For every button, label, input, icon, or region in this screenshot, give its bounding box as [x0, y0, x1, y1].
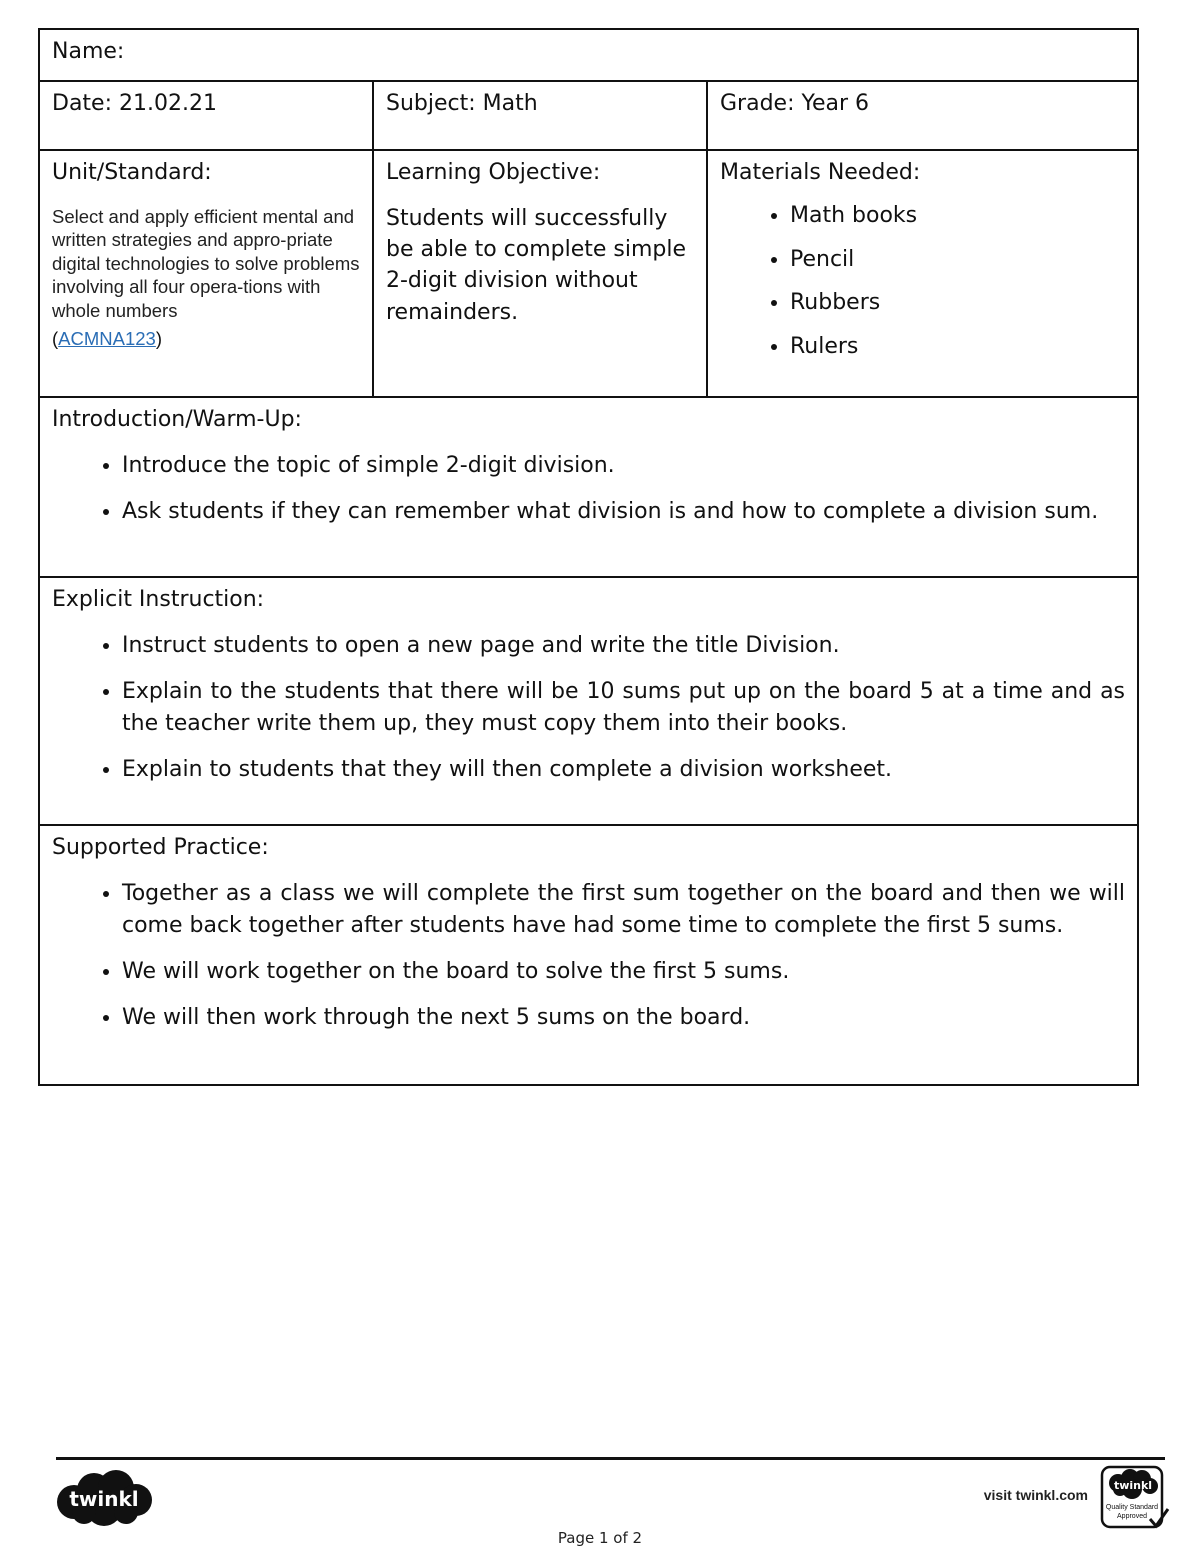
list-item: • Together as a class we will complete the first sum together on the board and then we will come back together after students have had some time to complete the first 5 sums.	[122, 878, 1125, 942]
learning-objective-label: Learning Objective:	[386, 160, 601, 185]
standard-code-link[interactable]: ACMNA123	[58, 328, 156, 350]
introduction-cell	[39, 397, 1138, 577]
list-item: • We will work together on the board to solve the first 5 sums.	[122, 956, 1125, 988]
supported-practice-cell	[39, 825, 1138, 1085]
page-number: Page 1 of 2	[557, 1529, 643, 1547]
standard-code-close: )	[155, 328, 163, 350]
footer-divider	[56, 1457, 1165, 1460]
name-label: Name:	[52, 39, 125, 64]
list-item: • Rubbers	[790, 288, 1125, 319]
grade-cell	[707, 81, 1138, 150]
list-item: • We will then work through the next 5 sums on the board.	[122, 1002, 1125, 1034]
learning-objective-cell	[373, 150, 707, 397]
lesson-plan-table	[38, 28, 1139, 1086]
list-item: • Introduce the topic of simple 2-digit division.	[122, 450, 1125, 482]
materials-list	[720, 201, 1125, 363]
date-cell	[39, 81, 373, 150]
twinkl-logo[interactable]	[54, 1468, 154, 1528]
standard-code-open: (	[52, 328, 59, 350]
visit-link[interactable]: visit twinkl.com	[983, 1487, 1088, 1503]
unit-standard-cell	[39, 150, 373, 397]
explicit-instruction-cell	[39, 577, 1138, 825]
standard-code	[52, 326, 162, 353]
explicit-instruction-list	[52, 630, 1125, 786]
date-text: Date: 21.02.21	[52, 91, 217, 116]
unit-standard-text: Select and apply efficient mental and written strategies and appro-priate digital technologies to solve problems involving all four opera-tions with whole numbers	[52, 205, 360, 321]
badge-brand-text: twinkl	[1113, 1479, 1153, 1492]
supported-practice-list	[52, 878, 1125, 1034]
list-item: • Ask students if they can remember what division is and how to complete a division sum.	[122, 496, 1125, 528]
logo-text: twinkl	[69, 1487, 139, 1511]
materials-label: Materials Needed:	[720, 160, 921, 185]
unit-standard-label: Unit/Standard:	[52, 160, 212, 185]
subject-text: Subject: Math	[386, 91, 538, 116]
quality-badge	[1100, 1465, 1170, 1531]
list-item: • Math books	[790, 201, 1125, 232]
list-item: • Explain to the students that there will be 10 sums put up on the board 5 at a time and as the teacher write them up, they must copy them into their books.	[122, 676, 1125, 740]
list-item: • Pencil	[790, 245, 1125, 276]
explicit-instruction-label: Explicit Instruction:	[52, 587, 265, 612]
grade-text: Grade: Year 6	[720, 91, 870, 116]
badge-line-1: Quality Standard	[1105, 1504, 1159, 1511]
list-item: • Explain to students that they will then complete a division worksheet.	[122, 754, 1125, 786]
list-item: • Rulers	[790, 332, 1125, 363]
name-cell	[39, 29, 1138, 81]
badge-line-2: Approved	[1117, 1513, 1147, 1520]
learning-objective-text: Students will successfully be able to complete simple 2-digit division without remainders.	[386, 205, 687, 325]
introduction-label: Introduction/Warm-Up:	[52, 407, 302, 432]
materials-cell	[707, 150, 1138, 397]
introduction-list	[52, 450, 1125, 528]
supported-practice-label: Supported Practice:	[52, 835, 269, 860]
subject-cell	[373, 81, 707, 150]
list-item: • Instruct students to open a new page and write the title Division.	[122, 630, 1125, 662]
